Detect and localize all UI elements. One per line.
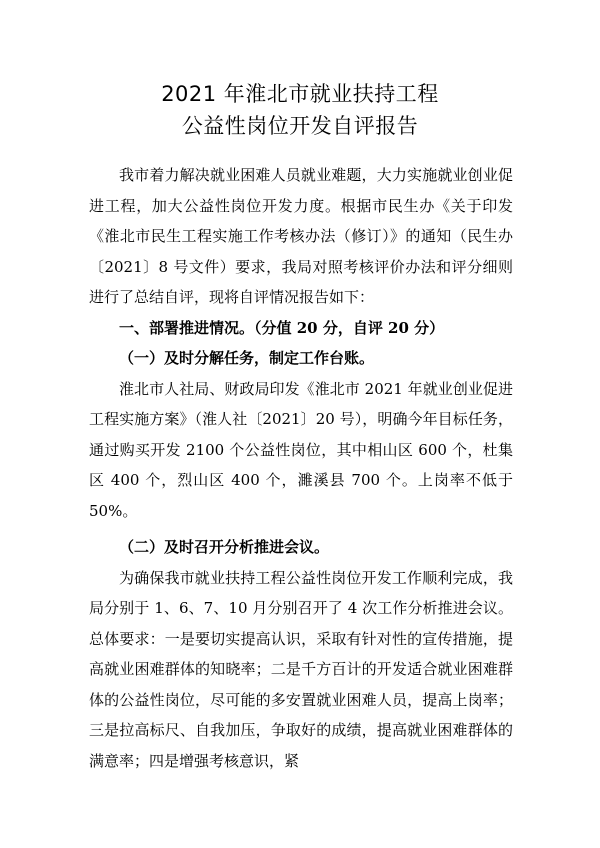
document-title-line-2: 公益性岗位开发自评报告	[181, 114, 419, 138]
subsection-2-paragraph: 为确保我市就业扶持工程公益性岗位开发工作顺利完成，我局分别于 1、6、7、10 月分别召开了 4 次工作分析推进会议。总体要求：一是要切实提高认识，采取有针对性的宣传措施，提高就业困难群体的知晓率；二是千方百计的开发适合就业困难群体的公益性岗位，尽可能的多安置就业困难人员，提高上岗率；三是拉高标尺、自我加压，争取好的成绩，提高就业困难群体的满意率；四是增强考核意识，紧	[89, 568, 513, 770]
document-title-line-1: 2021 年淮北市就业扶持工程	[161, 82, 439, 106]
section-1-heading: 一、部署推进情况。（分值 20 分，自评 20 分）	[119, 318, 445, 337]
document-body	[89, 160, 513, 776]
subsection-1-paragraph: 淮北市人社局、财政局印发《淮北市 2021 年就业创业促进工程实施方案》（淮人社〔2021〕20 号），明确今年目标任务，通过购买开发 2100 个公益性岗位，其中相山区 600 个，杜集区 400 个，烈山区 400 个，濉溪县 700 个。上岗率不低于 50%。	[89, 379, 513, 520]
intro-paragraph: 我市着力解决就业困难人员就业难题，大力实施就业创业促进工程，加大公益性岗位开发力度。根据市民生办《关于印发《淮北市民生工程实施工作考核办法（修订）》的通知（民生办〔2021〕8 号文件）要求，我局对照考核评价办法和评分细则进行了总结自评，现将自评情况报告如下：	[89, 166, 513, 306]
subsection-2-heading: （二）及时召开分析推进会议。	[119, 538, 330, 556]
subsection-1-heading: （一）及时分解任务，制定工作台账。	[119, 349, 375, 367]
